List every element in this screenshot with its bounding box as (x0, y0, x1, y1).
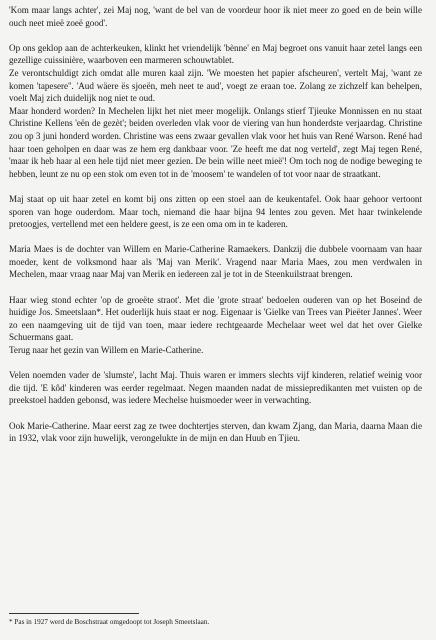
paragraph-7: Haar wieg stond echter 'op de groeëte straot'. Met die 'grote straat' bedoelen ouderen van op het Boseind de huidige Jos. Smeetslaan*. Het ouderlijk huis staat er nog. Eigenaar is 'Gielke van Trees van Pieëter Jannes'. Weer zo een naamgeving uit de tijd van toen, maar iedere rechtgeaarde Mechelaar weet wel dat het over Gielke Schuermans gaat. (9, 294, 422, 343)
paragraph-gap (9, 29, 422, 42)
paragraph-8: Terug naar het gezin van Willem en Marie-Catherine. (9, 345, 204, 356)
paragraph-gap (9, 407, 422, 420)
footnote: * Pas in 1927 werd de Boschstraat omgedoopt tot Joseph Smeetslaan. (9, 618, 210, 626)
paragraph-gap (9, 281, 422, 294)
paragraph-4: Maar honderd worden? In Mechelen lijkt het niet meer mogelijk. Onlangs stierf Tjieuke Monnissen en nu staat Christine Kellens 'eën de gezèt'; beiden overleden vlak voor de viering van hun honderdste verjaardag. Christine zou op 3 juni honderd worden. Christine was eens zwaar gevallen vlak voor het huis van René Warson. René had haar toen geholpen en daar was ze hem erg dankbaar voor. 'Ze heeft me dat nog verteld', zegt Maj tegen René, 'maar ik heb haar al een hele tijd niet meer gezien. De bein wille neet mieë'! Om toch nog de nodige beweging te hebben, leunt ze nu op een stok om even tot in de 'moosem' te wandelen of tot voor naar de straatkant. (9, 105, 422, 179)
paragraph-9: Velen noemden vader de 'slumste', lacht Maj. Thuis waren er immers slechts vijf kinderen, relatief weinig voor die tijd. 'E kôd' kinderen was eerder regelmaat. Negen maanden nadat de missiepredikanten met vuisten op de preekstoel hadden gebonsd, was iedere Mechelse huismoeder weer in verwachting. (9, 370, 422, 406)
paragraph-10: Ook Marie-Catherine. Maar eerst zag ze twee dochtertjes sterven, dan kwam Zjang, dan Maria, daarna Maan die in 1932, vlak voor zijn huwelijk, verongelukte in de mijn en dan Huub en Tjieu. (9, 420, 422, 444)
paragraph-2: Op ons geklop aan de achterkeuken, klinkt het vriendelijk 'bènne' en Maj begroet ons vanuit haar zetel langs een gezellige cuissinière, waarboven een marmeren schouwtablet. (9, 42, 422, 66)
paragraph-gap (9, 180, 422, 193)
paragraph-gap (9, 231, 422, 244)
footnote-divider (9, 613, 139, 614)
paragraph-6: Maria Maes is de dochter van Willem en Marie-Catherine Ramaekers. Dankzij die dubbele voornaam van haar moeder, kent de volksmond haar als 'Maj van Merik'. Vragend naar Maria Maes, zou men verdwalen in Mechelen, maar vraag naar Maj van Merik en iedereen zal je tot in de Steenkuilstraat brengen. (9, 244, 422, 280)
paragraph-5: Maj staat op uit haar zetel en komt bij ons zitten op een stoel aan de keukentafel. Ook haar gehoor vertoont sporen van hoge ouderdom. Maar toch, niemand die haar bijna 94 lentes zou geven. Met haar twinkelende pretoogjes, vertellend met een heldere geest, is ze een oma om in te kaderen. (9, 193, 422, 230)
paragraph-1: 'Kom maar langs achter', zei Maj nog, 'want de bel van de voordeur hoor ik niet meer zo goed en de bein wille ouch neet mieë zoeë good'. (9, 5, 422, 28)
paragraph-gap (9, 357, 422, 370)
paragraph-3: Ze verontschuldigt zich omdat alle muren kaal zijn. 'We moesten het papier afscheuren', vertelt Maj, 'want ze komen 'tapesere''. 'Aud wäere ës sjoeën, meh neet te aud', voegt ze eraan toe. Zolang ze zichzelf kan behelpen, voelt Maj zich duidelijk nog niet te oud. (9, 67, 422, 104)
